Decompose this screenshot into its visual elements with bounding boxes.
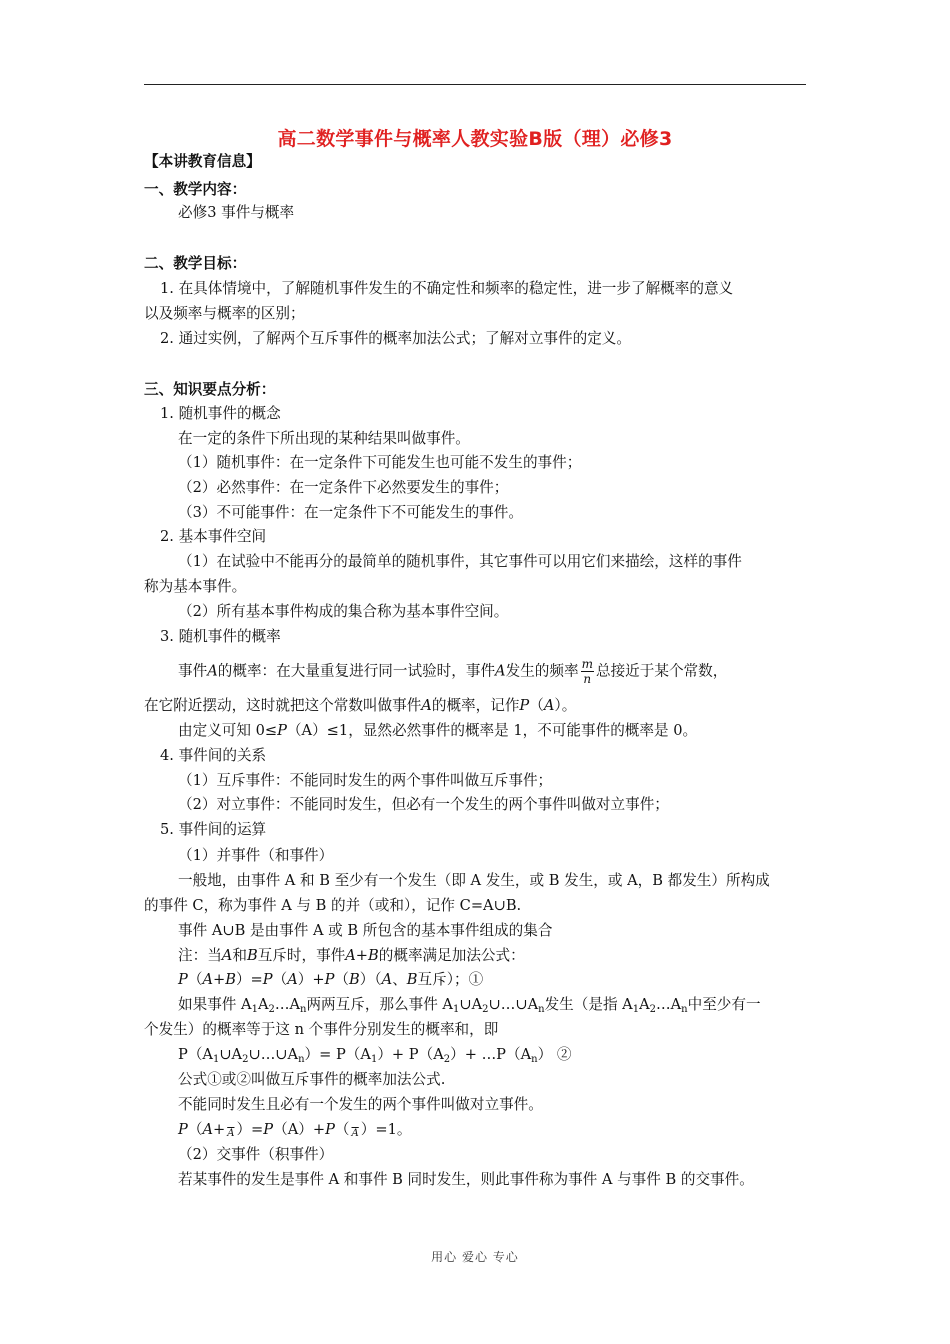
subscript: 1 xyxy=(212,1054,220,1065)
var: P xyxy=(178,971,188,988)
text: ）= P（A xyxy=(304,1046,371,1063)
text: 在它附近摆动，这时就把这个常数叫做事件 xyxy=(144,697,422,714)
subscript: 1 xyxy=(452,1004,460,1015)
text: ）+ xyxy=(297,971,325,988)
text: A xyxy=(257,996,269,1013)
text: …A xyxy=(274,996,300,1013)
subscript: n xyxy=(300,1004,307,1015)
section-1-body: 必修3 事件与概率 xyxy=(178,204,295,221)
subscript: n xyxy=(681,1004,688,1015)
subscript: 2 xyxy=(268,1004,275,1015)
page-footer: 用心 爱心 专心 xyxy=(431,1250,519,1264)
text: （ xyxy=(334,971,350,988)
text: ）= xyxy=(235,971,263,988)
subscript: n xyxy=(531,1054,538,1065)
point-1-item-1: （1）随机事件：在一定条件下可能发生也可能不发生的事件； xyxy=(178,454,582,471)
var: A xyxy=(543,697,555,714)
text: 中至少有一 xyxy=(687,996,761,1013)
var: A xyxy=(221,947,233,964)
subscript: 2 xyxy=(242,1054,249,1065)
var: A xyxy=(495,662,506,680)
var: P xyxy=(277,722,287,739)
point-3-title: 3. 随机事件的概率 xyxy=(160,628,281,645)
union-line-3: 事件 A∪B 是由事件 A 或 B 所包含的基本事件组成的集合 xyxy=(178,922,553,939)
opposite-definition: 不能同时发生且必有一个发生的两个事件叫做对立事件。 xyxy=(178,1096,543,1113)
text: 由定义可知 0≤ xyxy=(178,722,278,739)
text: 互斥时，事件 xyxy=(257,947,346,964)
text: 的概率：在大量重复进行同一试验时，事件 xyxy=(217,662,496,680)
text: （A）≤1，显然必然事件的概率是 1，不可能事件的概率是 0。 xyxy=(286,722,698,739)
text: ∪A xyxy=(459,996,483,1013)
subscript: 2 xyxy=(649,1004,657,1015)
point-4-item-1: （1）互斥事件：不能同时发生的两个事件叫做互斥事件； xyxy=(178,772,553,789)
text: （ xyxy=(187,971,203,988)
subscript: n xyxy=(538,1004,545,1015)
formula-1 xyxy=(178,970,483,990)
point-2-item-2: （2）所有基本事件构成的集合称为基本事件空间。 xyxy=(178,603,509,620)
point-2-title: 2. 基本事件空间 xyxy=(160,528,267,545)
var: P xyxy=(324,971,335,988)
fraction-denominator: n xyxy=(583,672,592,686)
text: 事件 xyxy=(178,662,208,680)
var: B xyxy=(406,971,418,988)
union-line-2: 的事件 C，称为事件 A 与 B 的并（或和），记作 C=A∪B. xyxy=(144,897,522,914)
var: P xyxy=(178,1121,188,1138)
text: ∪…∪A xyxy=(488,996,539,1013)
mutual-exclusive-line-2: 个发生）的概率等于这 n 个事件分别发生的概率和，即 xyxy=(144,1021,499,1038)
point-5-title: 5. 事件间的运算 xyxy=(160,821,267,838)
text: （ xyxy=(334,1121,350,1138)
subscript: 1 xyxy=(251,1004,258,1015)
var: P xyxy=(519,697,530,714)
text: 和 xyxy=(232,947,247,964)
var: P xyxy=(325,1121,335,1138)
text: 发生（是指 A xyxy=(544,996,633,1013)
text: ）=1。 xyxy=(360,1121,412,1138)
text: 的概率，记作 xyxy=(431,697,520,714)
header-rule xyxy=(144,84,806,85)
formula-3 xyxy=(178,1120,411,1144)
section-1-heading: 一、教学内容： xyxy=(144,181,247,198)
text: ）（ xyxy=(359,971,382,988)
subscript: 1 xyxy=(632,1004,640,1015)
text: （ xyxy=(187,1121,203,1138)
point-3-def-line-1 xyxy=(178,657,727,686)
point-4-item-2: （2）对立事件：不能同时发生，但必有一个发生的两个事件叫做对立事件； xyxy=(178,796,669,813)
text: 两两互斥，那么事件 A xyxy=(306,996,453,1013)
intersection-title: （2）交事件（积事件） xyxy=(178,1146,334,1163)
document-title: 高二数学事件与概率人教实验B版（理）必修3 xyxy=(277,128,673,150)
var: A xyxy=(421,697,432,714)
var: A xyxy=(287,971,298,988)
section-header-info: 【本讲教育信息】 xyxy=(144,153,261,170)
text: 如果事件 A xyxy=(178,996,252,1013)
var: A+B xyxy=(202,971,236,988)
var: A+B xyxy=(345,947,379,964)
text: …A xyxy=(656,996,682,1013)
point-3-def-line-2 xyxy=(144,696,576,716)
text: （ xyxy=(529,697,544,714)
var: P xyxy=(262,971,273,988)
mutual-exclusive-line-1 xyxy=(178,995,761,1020)
var: A+ xyxy=(202,1121,226,1138)
intersection-line-1: 若某事件的发生是事件 A 和事件 B 同时发生，则此事件称为事件 A 与事件 B 的交事件。 xyxy=(178,1171,754,1188)
point-3-range xyxy=(178,721,697,741)
var: B xyxy=(349,971,360,988)
text: 的概率满足加法公式： xyxy=(378,947,525,964)
section-2-heading: 二、教学目标： xyxy=(144,255,247,272)
complement-a: $\overline{A}$ xyxy=(227,1128,235,1139)
text: （A）+ xyxy=(273,1121,326,1138)
text: 总接近于某个常数， xyxy=(595,662,728,680)
var: B xyxy=(246,947,258,964)
text: P（A xyxy=(178,1046,213,1063)
text: ） ② xyxy=(537,1046,572,1063)
text: ）+ …P（A xyxy=(450,1046,532,1063)
subscript: 2 xyxy=(443,1054,451,1065)
union-title: （1）并事件（和事件） xyxy=(178,847,334,864)
section-3-heading: 三、知识要点分析： xyxy=(144,381,276,398)
union-line-1: 一般地，由事件 A 和 B 至少有一个发生（即 A 发生，或 B 发生，或 A，B 都发生）所构成 xyxy=(178,872,770,889)
var: A xyxy=(207,662,218,680)
text: ∪…∪A xyxy=(248,1046,299,1063)
fraction-m-over-n xyxy=(581,657,594,686)
text: 互斥）；① xyxy=(417,971,484,988)
subscript: 1 xyxy=(370,1054,378,1065)
goal-1-line-2: 以及频率与概率的区别； xyxy=(144,305,305,322)
text: ）= xyxy=(236,1121,264,1138)
point-1-item-2: （2）必然事件：在一定条件下必然要发生的事件； xyxy=(178,479,509,496)
text: A xyxy=(639,996,650,1013)
text: 发生的频率 xyxy=(505,662,579,680)
text: 注：当 xyxy=(178,947,222,964)
point-2-item-1-line-2: 称为基本事件。 xyxy=(144,578,247,595)
text: ）。 xyxy=(554,697,577,714)
goal-2: 2. 通过实例，了解两个互斥事件的概率加法公式；了解对立事件的定义。 xyxy=(160,330,631,347)
fraction-numerator: m xyxy=(581,657,593,671)
formula-note: 公式①或②叫做互斥事件的概率加法公式. xyxy=(178,1071,446,1088)
point-1-intro: 在一定的条件下所出现的某种结果叫做事件。 xyxy=(178,430,470,447)
addition-note xyxy=(178,946,525,966)
var: P xyxy=(263,1121,274,1138)
point-1-title: 1. 随机事件的概念 xyxy=(160,405,281,422)
point-2-item-1-line-1: （1）在试验中不能再分的最简单的随机事件，其它事件可以用它们来描绘，这样的事件 xyxy=(178,553,742,570)
text: （ xyxy=(272,971,288,988)
point-4-title: 4. 事件间的关系 xyxy=(160,747,267,764)
goal-1-line-1: 1. 在具体情境中，了解随机事件发生的不确定性和频率的稳定性，进一步了解概率的意义 xyxy=(160,280,734,297)
text: 、 xyxy=(392,971,407,988)
point-1-item-3: （3）不可能事件：在一定条件下不可能发生的事件。 xyxy=(178,504,523,521)
text: ∪A xyxy=(219,1046,243,1063)
subscript: n xyxy=(298,1054,305,1065)
complement-a: $\overline{A}$ xyxy=(351,1128,359,1139)
var: A xyxy=(381,971,393,988)
subscript: 2 xyxy=(482,1004,489,1015)
formula-2 xyxy=(178,1045,571,1070)
text: ）+ P（A xyxy=(377,1046,444,1063)
